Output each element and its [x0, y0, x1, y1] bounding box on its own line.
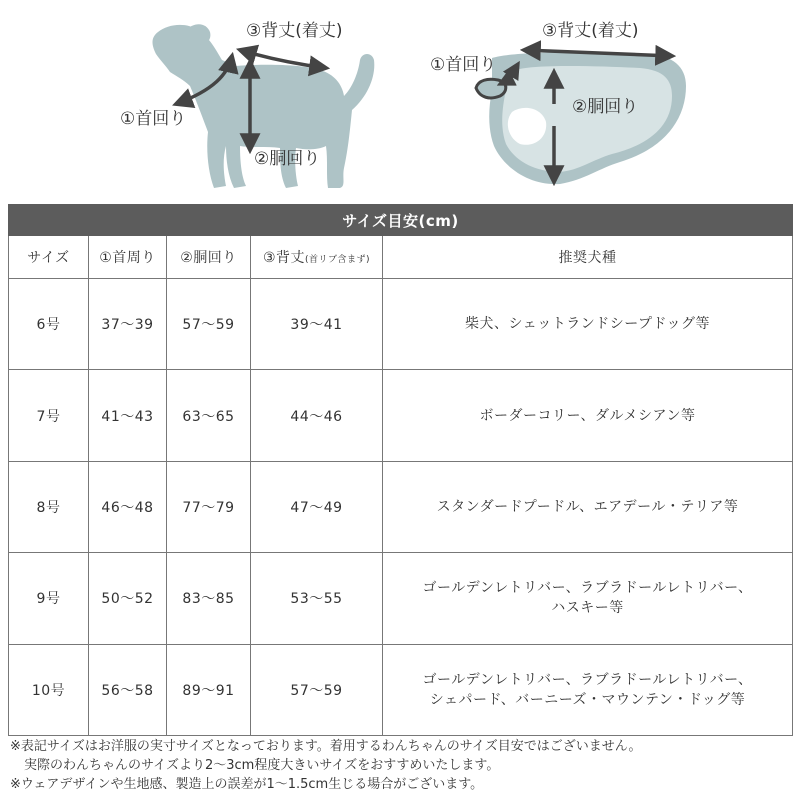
back-cell: 39～41: [251, 279, 383, 370]
breed-line: シェパード、バーニーズ・マウンテン・ドッグ等: [429, 691, 746, 708]
chest-cell: 63～65: [167, 370, 251, 461]
chest-cell: 77～79: [167, 461, 251, 552]
header-back: [251, 236, 383, 279]
size-cell: 8号: [9, 461, 89, 552]
breed-line: ボーダーコリー、ダルメシアン等: [479, 407, 696, 424]
breed-line: 柴犬、シェットランドシープドッグ等: [465, 316, 710, 333]
dog-back-label: ③背丈(着丈): [246, 21, 343, 41]
back-cell: 57～59: [251, 644, 383, 735]
table-row: [9, 461, 793, 552]
breed-cell: [383, 279, 793, 370]
size-cell: 10号: [9, 644, 89, 735]
chest-cell: 57～59: [167, 279, 251, 370]
note-line-2: 実際のわんちゃんのサイズより2～3cm程度大きいサイズをおすすめいたします。: [24, 758, 500, 773]
back-cell: 53～55: [251, 553, 383, 644]
size-cell: 6号: [9, 279, 89, 370]
header-neck: ①首周り: [89, 236, 167, 279]
notes: [10, 737, 795, 794]
garment-neck-label: ①首回り: [430, 55, 497, 75]
chest-cell: 83～85: [167, 553, 251, 644]
neck-cell: 46～48: [89, 461, 167, 552]
breed-cell: [383, 370, 793, 461]
chest-cell: 89～91: [167, 644, 251, 735]
garment-silhouette: [476, 52, 686, 184]
table-row: [9, 644, 793, 735]
size-cell: 9号: [9, 553, 89, 644]
note-line-3: ※ウェアデザインや生地感、製造上の誤差が1～1.5cm生じる場合がございます。: [10, 777, 484, 792]
garment-back-label: ③背丈(着丈): [542, 21, 639, 41]
note-line-1: ※表記サイズはお洋服の実寸サイズとなっております。着用するわんちゃんのサイズ目安ではございません。: [10, 739, 642, 754]
table-title: サイズ目安(cm): [9, 205, 793, 236]
dog-neck-label: ①首回り: [120, 109, 187, 129]
breed-cell: [383, 644, 793, 735]
header-breed: 推奨犬種: [383, 236, 793, 279]
breed-line: スタンダードプードル、エアデール・テリア等: [436, 498, 739, 515]
table-row: [9, 553, 793, 644]
neck-cell: 37～39: [89, 279, 167, 370]
breed-line: ゴールデンレトリバー、ラブラドールレトリバー、: [422, 671, 753, 688]
header-back-note: (首リブ含まず): [305, 255, 371, 265]
breed-cell: [383, 461, 793, 552]
breed-line: ゴールデンレトリバー、ラブラドールレトリバー、: [422, 580, 753, 597]
table-row: [9, 279, 793, 370]
back-cell: 44～46: [251, 370, 383, 461]
back-cell: 47～49: [251, 461, 383, 552]
size-table: [8, 204, 793, 736]
dog-chest-label: ②胴回り: [254, 149, 321, 169]
neck-cell: 50～52: [89, 553, 167, 644]
header-chest: ②胴回り: [167, 236, 251, 279]
breed-cell: [383, 553, 793, 644]
header-back-label: ③背丈: [262, 250, 306, 266]
neck-cell: 56～58: [89, 644, 167, 735]
neck-cell: 41～43: [89, 370, 167, 461]
measurement-diagram: [0, 0, 800, 200]
header-size: サイズ: [9, 236, 89, 279]
table-row: [9, 370, 793, 461]
garment-chest-label: ②胴回り: [572, 97, 639, 117]
size-cell: 7号: [9, 370, 89, 461]
breed-line: ハスキー等: [551, 600, 624, 617]
